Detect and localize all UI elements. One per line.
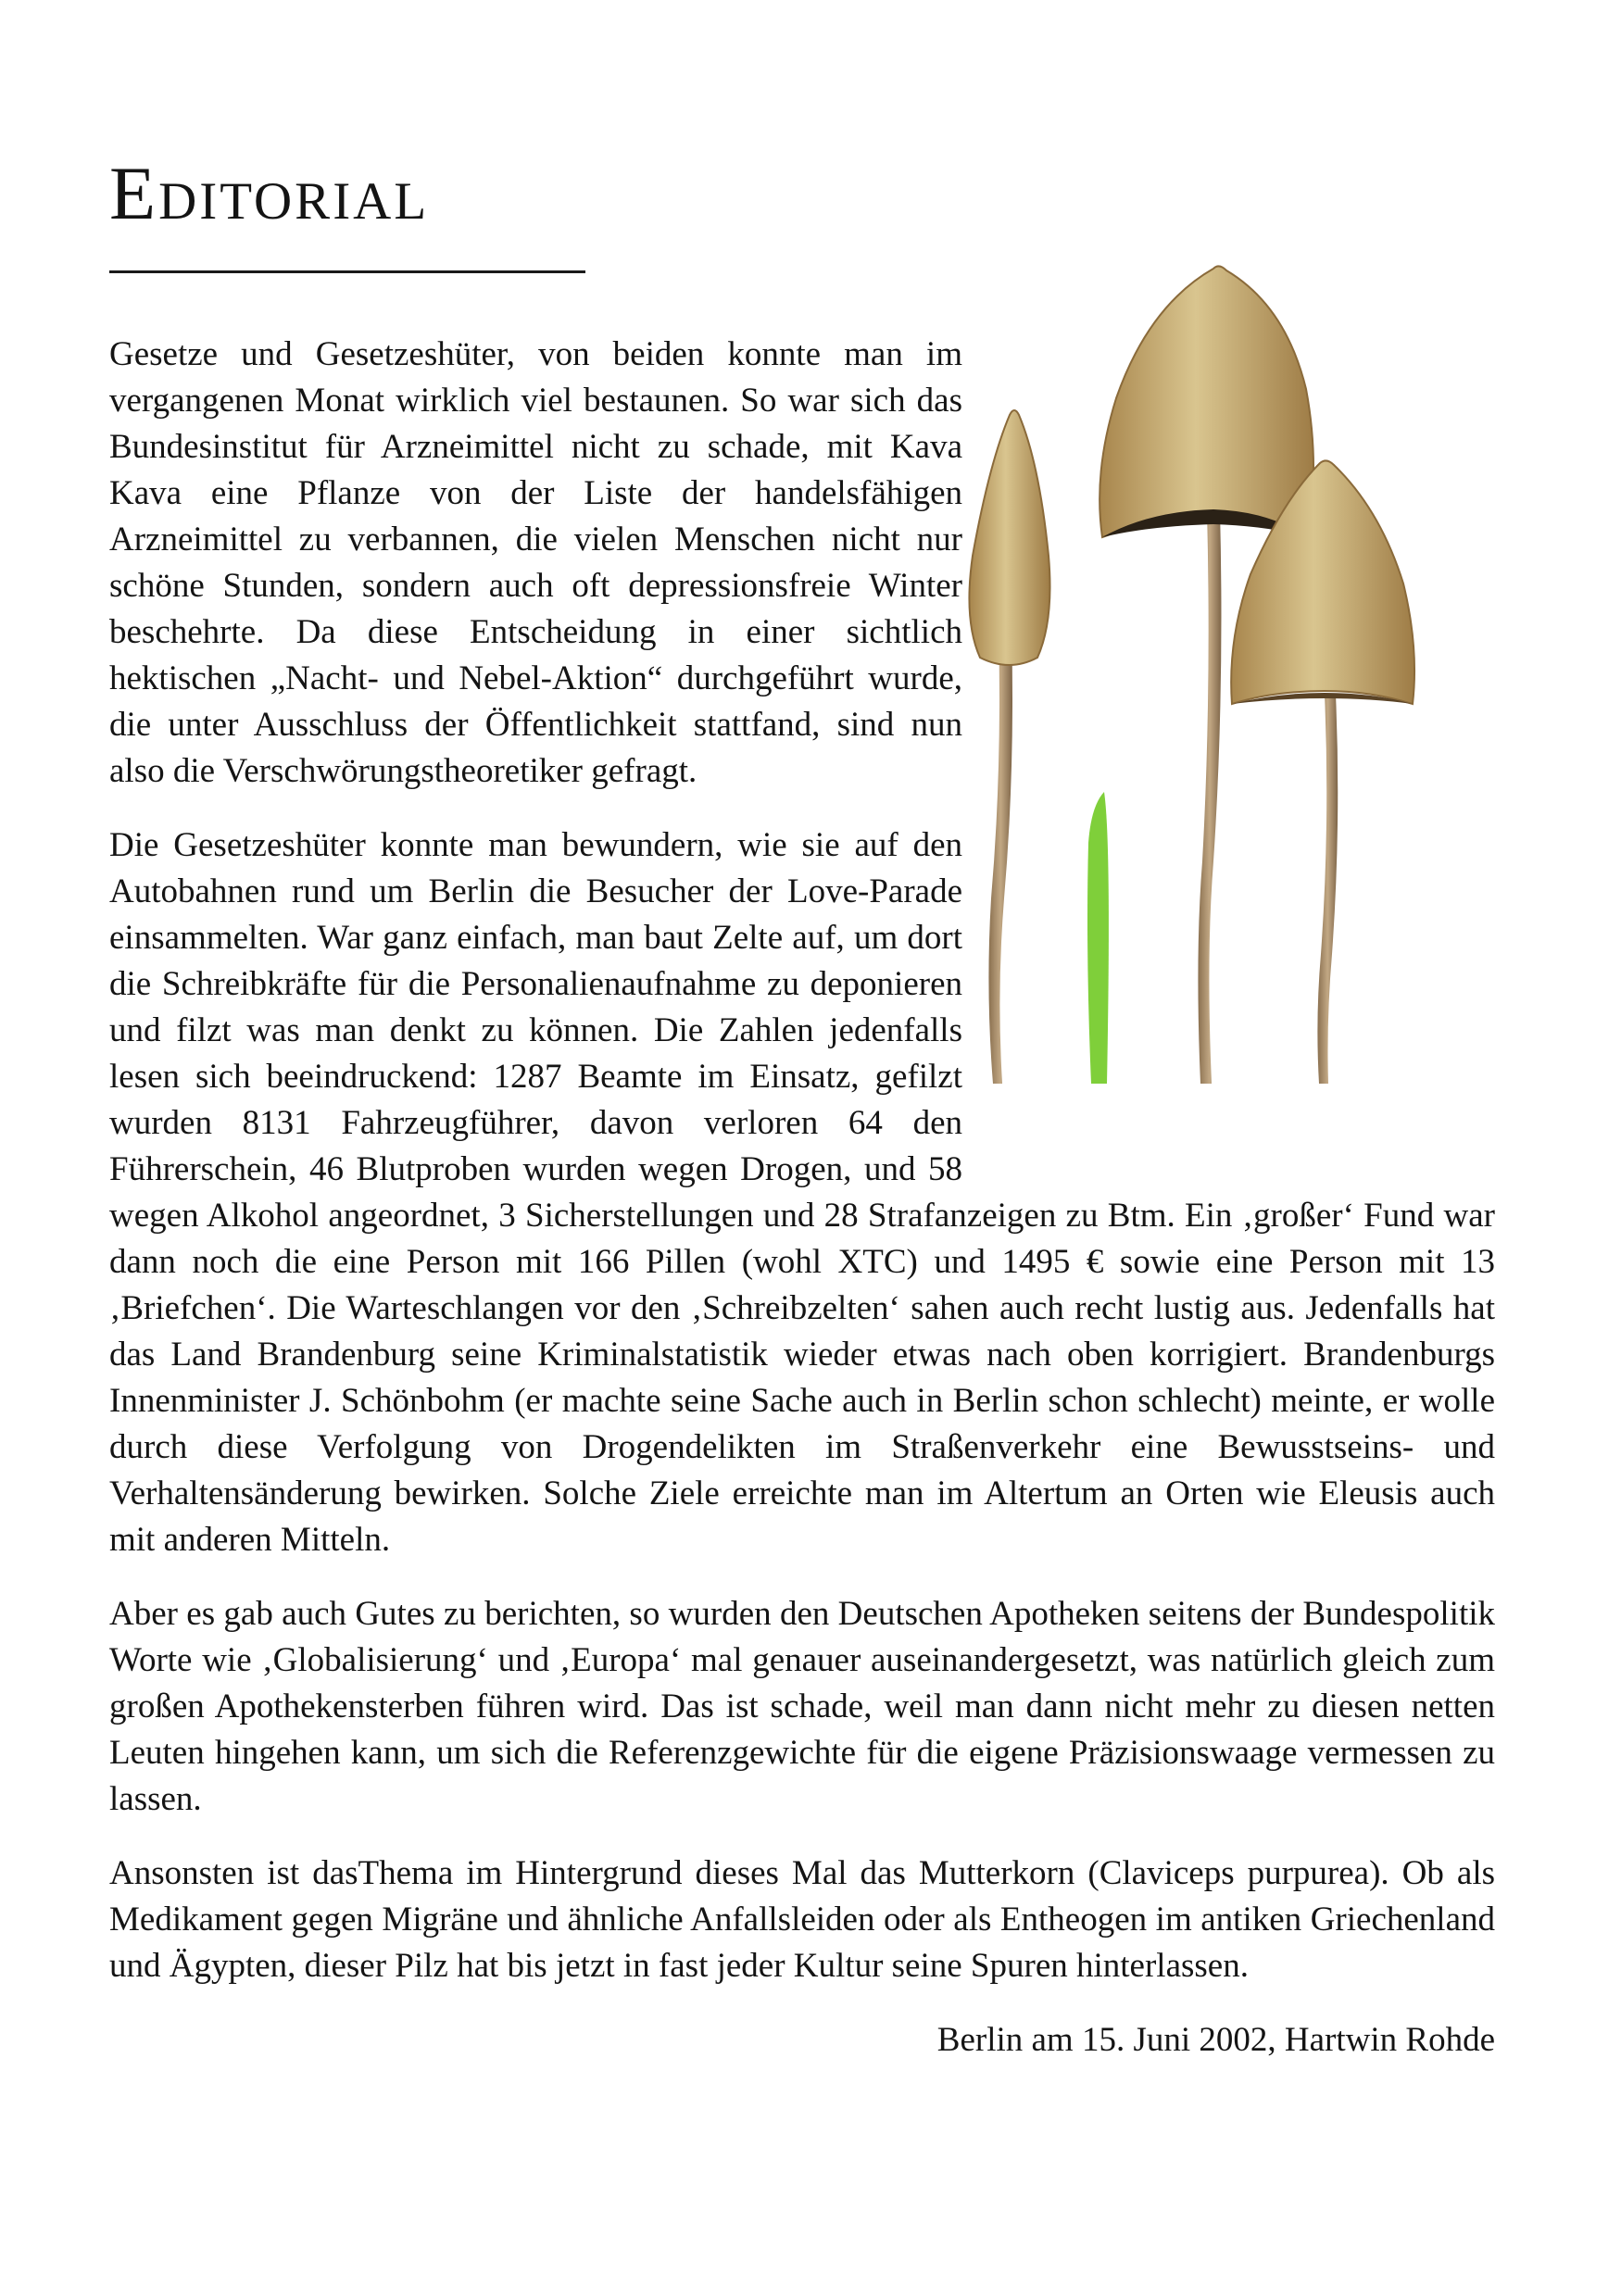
illustration-space [981, 332, 1495, 1165]
page-title: Editorial [109, 151, 430, 235]
paragraph-4: Ansonsten ist dasThema im Hintergrund dieses Mal das Mutterkorn (Claviceps purpurea). Ob als Medikament gegen Migräne und ähnliche Anfallsleiden oder als Entheogen im antiken Griechenland und Ägypten, dieser Pilz hat bis jetzt in fast jeder Kultur seine Spuren hinterlassen. [109, 1854, 1495, 1985]
title-underline [109, 270, 585, 273]
article-body [109, 332, 1495, 2091]
paragraph-2: Die Gesetzeshüter konnte man bewundern, wie sie auf den Autobahnen rund um Berlin die Besucher der Love-Parade einsammelten. War ganz einfach, man baut Zelte auf, um dort die Schreibkräfte für die Personalienaufnahme zu deponieren und filzt was man denkt zu können. Die Zahlen jedenfalls lesen sich beeindruckend: 1287 Beamte im Einsatz, gefilzt wurden 8131 Fahrzeugführer, davon verloren 64 den Führerschein, 46 Blutproben wurden wegen Drogen, und 58 wegen Alkohol angeordnet, 3 Sicherstellungen und 28 Strafanzeigen zu Btm. Ein ‚großer‘ Fund war dann noch die eine Person mit 166 Pillen (wohl XTC) und 1495 € sowie eine Person mit 13 ‚Briefchen‘. Die Warteschlangen vor den ‚Schreibzelten‘ sahen auch recht lustig aus. Jedenfalls hat das Land Brandenburg seine Kriminalstatistik wieder etwas nach oben korrigiert. Brandenburgs Innenminister J. Schönbohm (er machte seine Sache auch in Berlin schon schlecht) meinte, er wolle durch diese Verfolgung von Drogendelikten im Straßenverkehr eine Bewusstseins- und Verhaltensänderung bewirken. Solche Ziele erreichte man im Altertum an Orten wie Eleusis auch mit anderen Mitteln. [109, 826, 1495, 1559]
signature: Berlin am 15. Juni 2002, Hartwin Rohde [936, 2021, 1495, 2059]
paragraph-3: Aber es gab auch Gutes zu berichten, so wurden den Deutschen Apotheken seitens der Bundespolitik Worte wie ‚Globalisierung‘ und ‚Europa‘ mal genauer auseinandergesetzt, was natürlich gleich zum großen Apothekensterben führen wird. Das ist schade, weil man dann nicht mehr zu diesen netten Leuten hingehen kann, um sich die Referenzgewichte für die eigene Präzisionswaage vermessen zu lassen. [109, 1595, 1495, 1818]
paragraph-1: Gesetze und Gesetzeshüter, von beiden konnte man im vergangenen Monat wirklich viel bestaunen. So war sich das Bundesinstitut für Arzneimittel nicht zu schade, mit Kava Kava eine Pflanze von der Liste der handelsfähigen Arzneimittel zu verbannen, die vielen Menschen nicht nur schöne Stunden, sondern auch oft depressionsfreie Winter beschehrte. Da diese Entscheidung in einer sichtlich hektischen „Nacht- und Nebel-Aktion“ durchgeführt wurde, die unter Ausschluss der Öffentlichkeit stattfand, sind nun also die Verschwörungstheoretiker gefragt. [109, 335, 962, 790]
